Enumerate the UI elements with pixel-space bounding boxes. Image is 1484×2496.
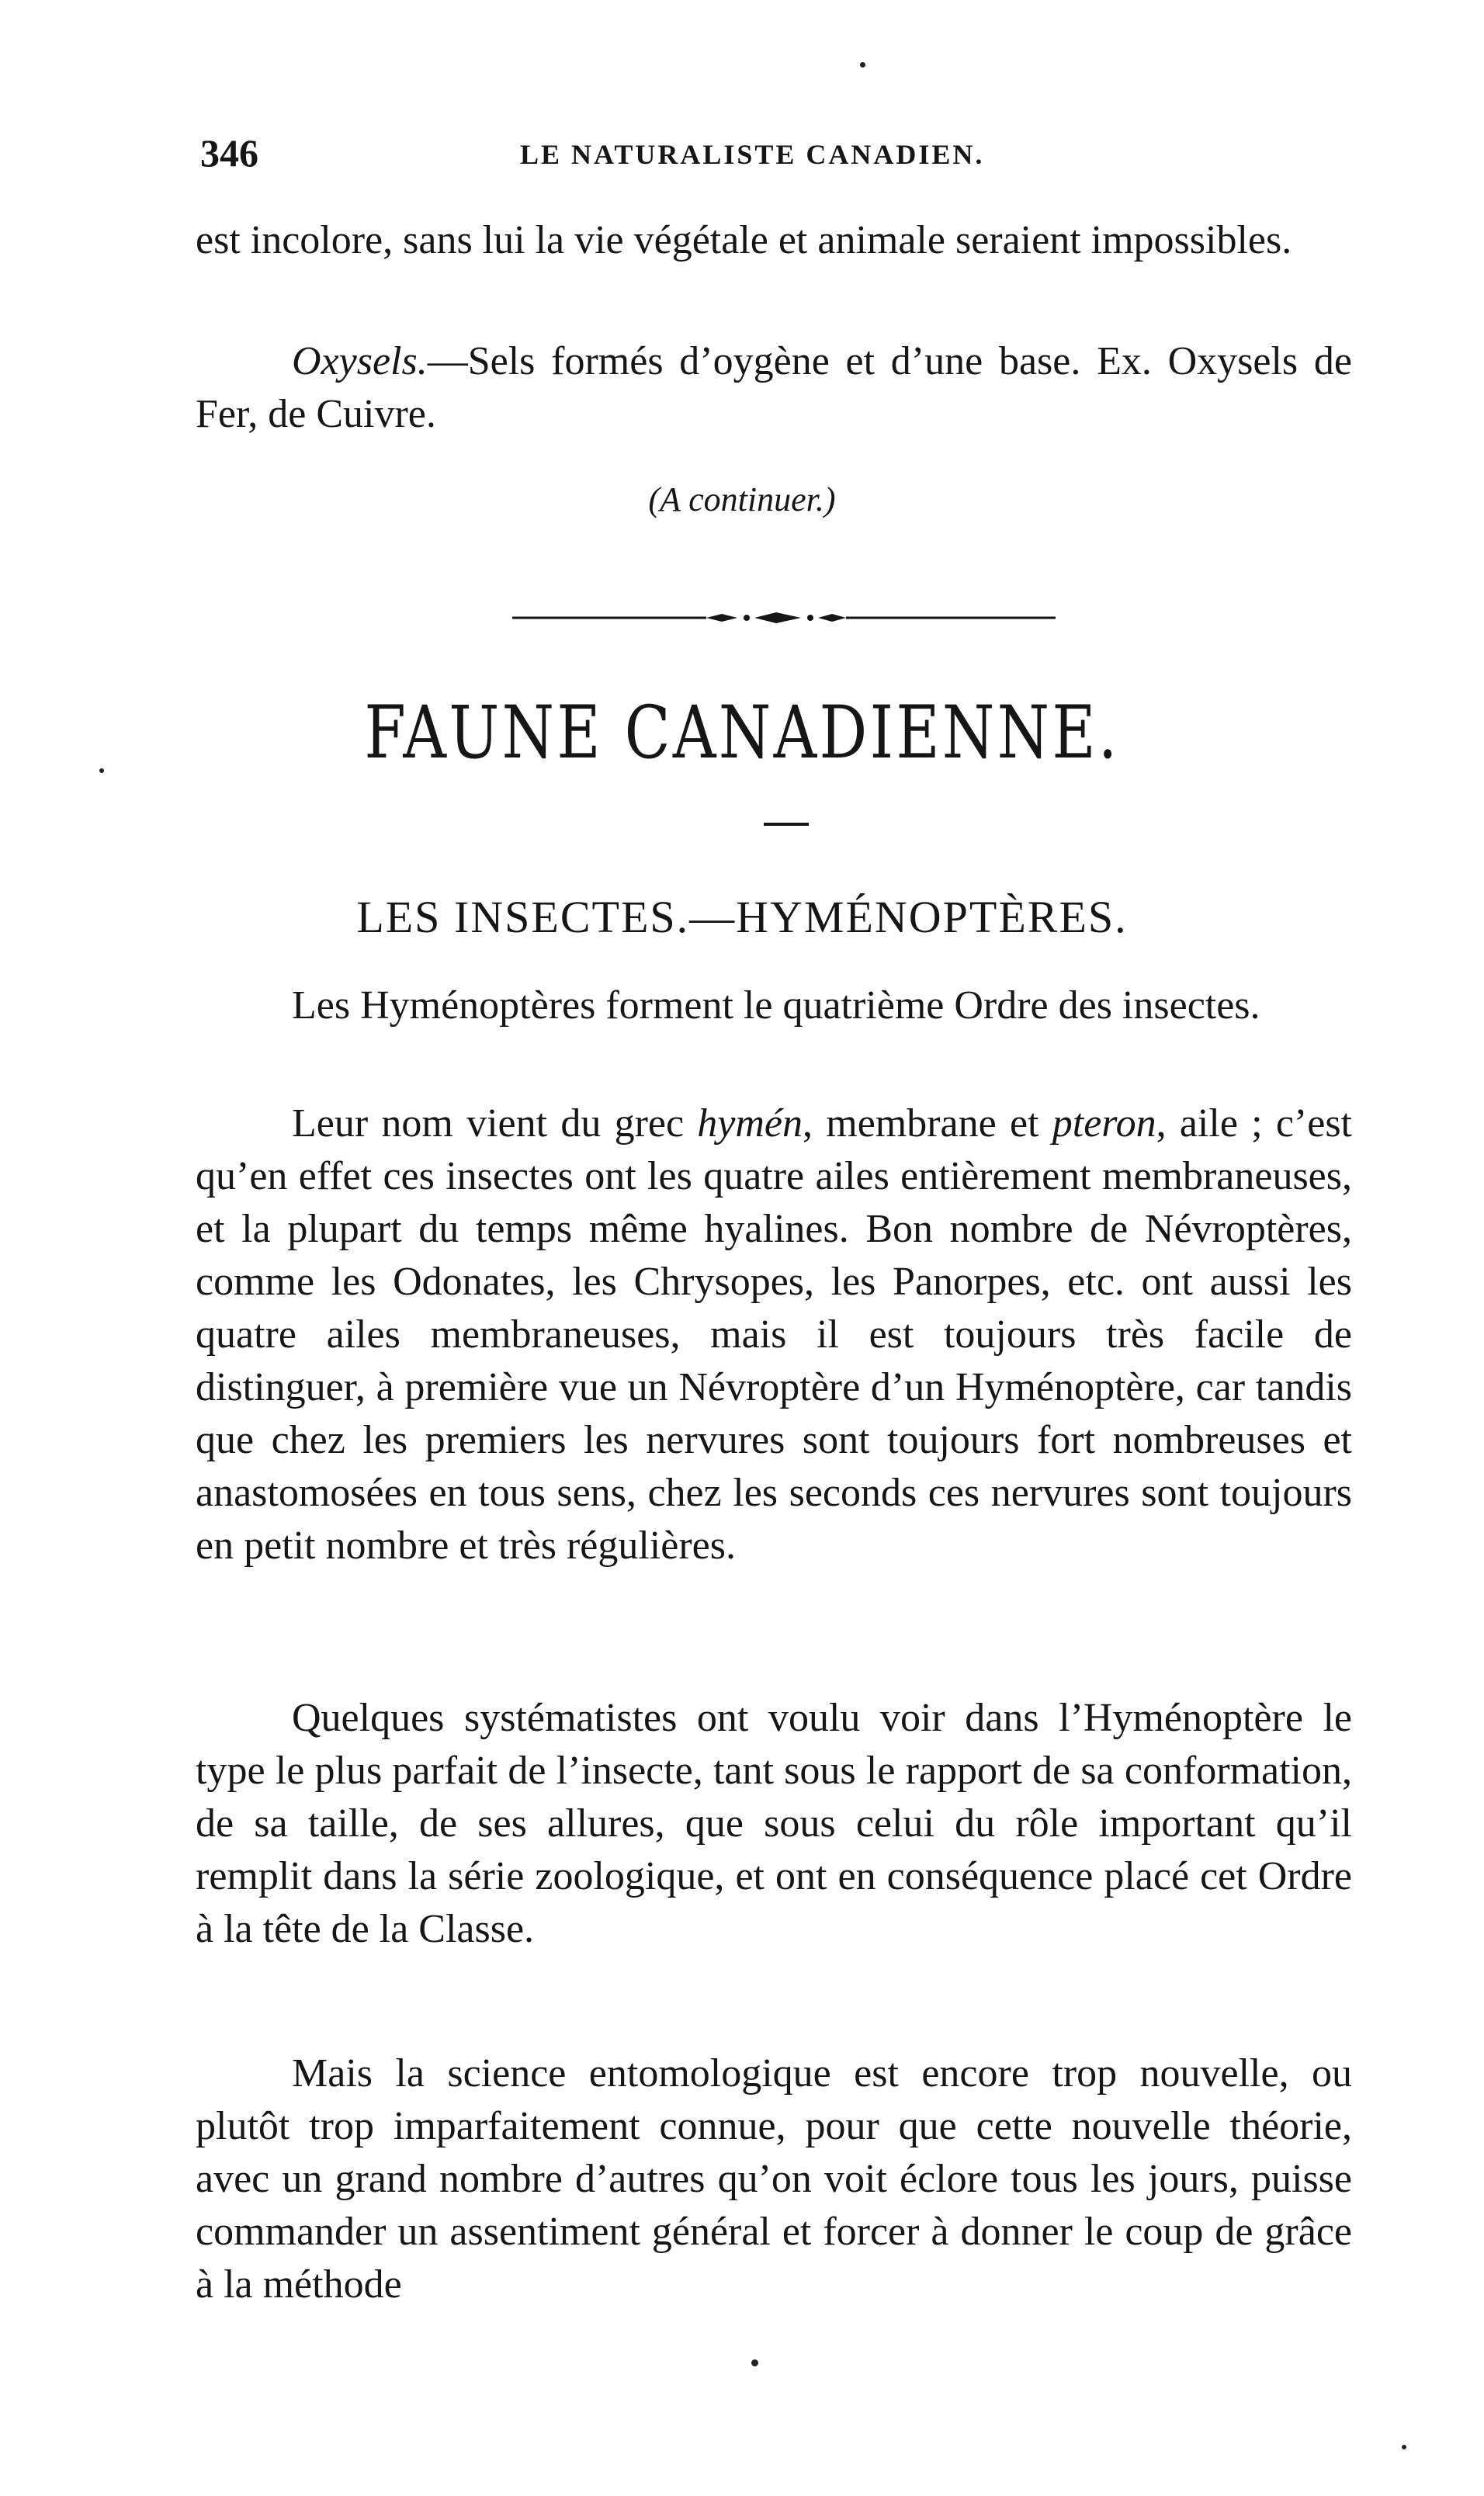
paragraph-4: Mais la science entomologique est encore trop nouvelle, ou plutôt trop imparfaitement connue, pour que cette nouvelle théorie, avec un grand nombre d’autres qu’on voit éclore tous les jours, puisse commander un assentiment général et forcer à donner le coup de grâce à la méthode [196, 2051, 1352, 2307]
term-pteron: pteron [1052, 1101, 1156, 1146]
oxysels-definition [196, 335, 1352, 441]
print-speck [1402, 2445, 1406, 2449]
intro-paragraph [196, 214, 1352, 267]
print-speck [751, 2359, 758, 2366]
paragraph-1: Les Hyménoptères forment le quatrième Ordre des insectes. [292, 983, 1260, 1028]
oxysels-text: —Sels formés d’oygène et d’une base. Ex. Oxysels de Fer, de Cuivre. [196, 339, 1352, 436]
page-number: 346 [200, 131, 258, 175]
paragraph-2 [196, 1097, 1352, 1572]
paragraph-3: Quelques systématistes ont voulu voir dans l’Hyménoptère le type le plus parfait de l’insecte, tant sous le rapport de sa conformation, de sa taille, de ses allures, que sous celui du rôle important qu’il remplit dans la série zoologique, et ont en conséquence placé cet Ordre à la tête de la Classe. [196, 1696, 1352, 1951]
paragraph-2-part-a: Leur nom vient du grec [292, 1101, 698, 1146]
paragraph-2-part-c: , aile ; c’est qu’en effet ces insectes ont les quatre ailes entièrement membraneuses, et la plupart du temps même hyalines. Bon nombre de Névroptères, comme les Odonates, les Chrysopes, les Panorpes, etc. ont aussi les quatre ailes membraneuses, mais il est toujours très facile de distinguer, à première vue un Névroptère d’un Hyménoptère, car tandis que chez les premiers les nervures sont toujours fort nombreuses et anastomosées en tous sens, chez les seconds ces nervures sont toujours en petit nombre et très régulières. [196, 1101, 1352, 1568]
section-title: FAUNE CANADIENNE. [364, 691, 1120, 775]
term-hymen: hymén [697, 1101, 803, 1146]
running-head [200, 130, 1341, 177]
ornamental-rule [512, 610, 1056, 626]
intro-line: est incolore, sans lui la vie végétale et animale seraient impossibles. [196, 218, 1292, 262]
journal-title: LE NATURALISTE CANADIEN. [520, 139, 985, 170]
subsection-title: LES INSECTES.—HYMÉNOPTÈRES. [356, 892, 1128, 942]
print-speck [99, 768, 104, 773]
print-speck [860, 62, 865, 68]
paragraph-2-part-b: , membrane et [803, 1101, 1052, 1146]
continue-note: (A continuer.) [648, 480, 836, 518]
short-divider [764, 823, 809, 826]
oxysels-term: Oxysels. [292, 339, 428, 383]
